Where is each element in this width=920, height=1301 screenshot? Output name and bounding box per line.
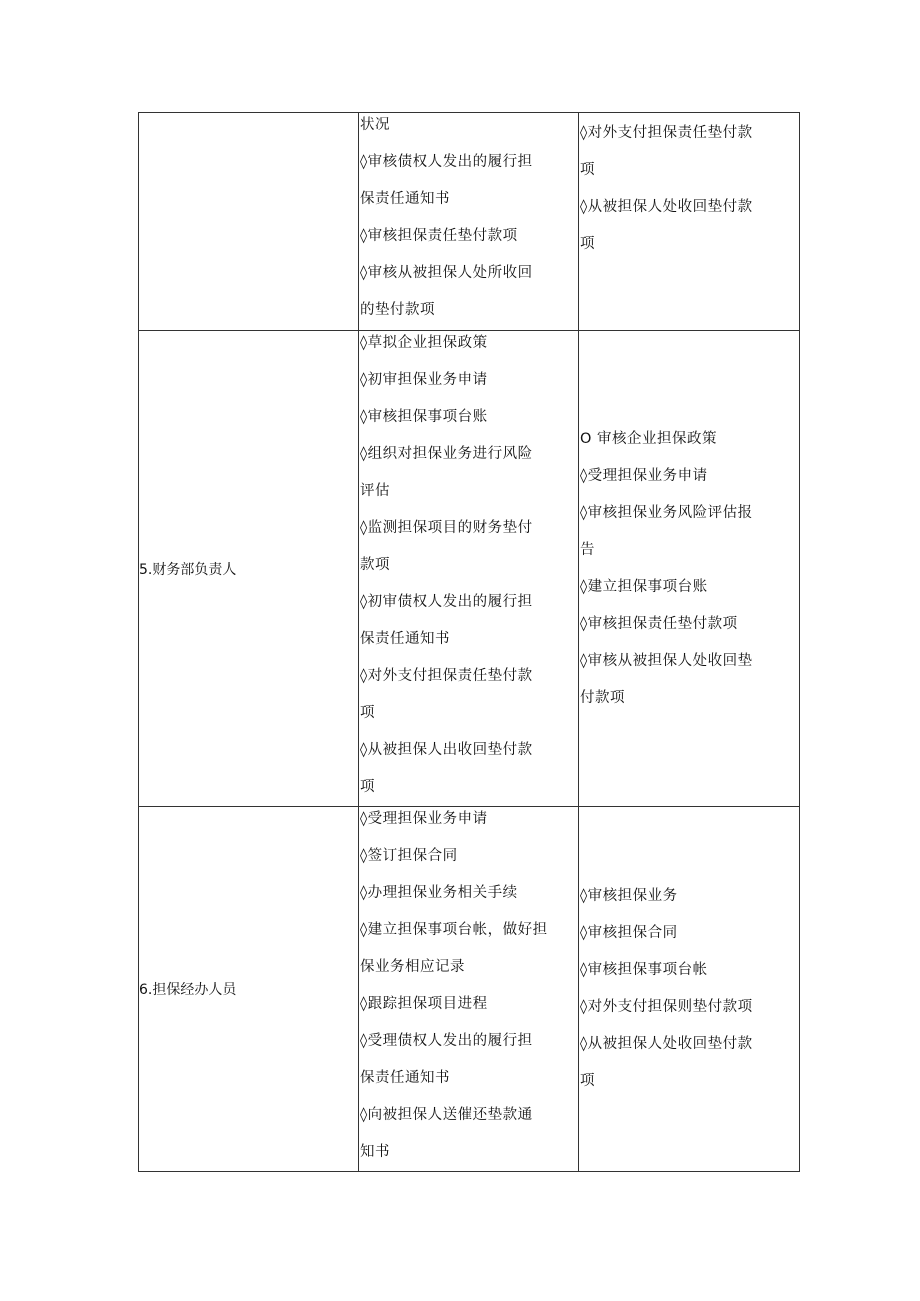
approval-line: O 审核企业担保政策 xyxy=(580,430,718,447)
duty-line: ◊初审债权人发出的履行担 xyxy=(360,594,533,610)
approval-line: ◊建立担保事项台账 xyxy=(580,578,708,595)
role-cell xyxy=(139,113,359,331)
approval-line: ◊审核担保事项台帐 xyxy=(580,962,708,978)
duty-line: ◊向被担保人送催还垫款通 xyxy=(360,1107,533,1123)
duty-line: ◊跟踪担保项目进程 xyxy=(360,996,488,1012)
duty-line: 项 xyxy=(360,779,375,795)
duties-cell xyxy=(359,331,579,807)
duty-line: ◊初审担保业务申请 xyxy=(360,372,488,388)
role-cell: 6.担保经办人员 xyxy=(139,807,359,1172)
duty-line: 的垫付款项 xyxy=(360,302,435,318)
duty-line: ◊审核担保责任垫付款项 xyxy=(360,228,518,244)
approvals-cell xyxy=(579,113,800,331)
responsibility-table xyxy=(138,112,800,1172)
duty-line: 保业务相应记录 xyxy=(360,959,465,975)
duty-line: ◊受理担保业务申请 xyxy=(360,811,488,827)
duties-cell xyxy=(359,113,579,331)
approval-line: ◊审核担保业务风险评估报 xyxy=(580,504,753,521)
duty-line: ◊监测担保项目的财务垫付 xyxy=(360,520,533,536)
approval-line: ◊从被担保人处收回垫付款 xyxy=(580,1036,753,1052)
approval-line: ◊受理担保业务申请 xyxy=(580,467,708,484)
duty-line: ◊从被担保人出收回垫付款 xyxy=(360,742,533,758)
approvals-cell xyxy=(579,331,800,807)
duty-line: ◊组织对担保业务进行风险 xyxy=(360,446,533,462)
approval-line: 项 xyxy=(580,1073,595,1089)
duty-line: ◊办理担保业务相关手续 xyxy=(360,885,518,901)
duty-line: 项 xyxy=(360,705,375,721)
approval-line: 项 xyxy=(580,236,595,252)
duty-line: 保责任通知书 xyxy=(360,191,450,207)
approval-line: ◊审核从被担保人处收回垫 xyxy=(580,652,753,669)
duty-line: 款项 xyxy=(360,557,390,573)
role-cell: 5.财务部负责人 xyxy=(139,331,359,807)
duty-line: 评估 xyxy=(360,483,390,499)
duty-line: 知书 xyxy=(360,1144,390,1160)
duty-line: 保责任通知书 xyxy=(360,1070,450,1086)
duty-line: ◊审核担保事项台账 xyxy=(360,409,488,425)
table-row xyxy=(139,807,800,1172)
table-row xyxy=(139,331,800,807)
duty-line: ◊审核从被担保人处所收回 xyxy=(360,265,533,281)
approvals-cell xyxy=(579,807,800,1172)
approval-line: ◊对外支付担保则垫付款项 xyxy=(580,999,753,1015)
approval-line: ◊对外支付担保责任垫付款 xyxy=(580,125,753,141)
duty-line: ◊建立担保事项台帐，做好担 xyxy=(360,922,548,938)
duty-line: 状况 xyxy=(360,117,390,133)
duty-line: ◊对外支付担保责任垫付款 xyxy=(360,668,533,684)
duty-line: 保责任通知书 xyxy=(360,631,450,647)
duty-line: ◊审核债权人发出的履行担 xyxy=(360,154,533,170)
duty-line: ◊签订担保合同 xyxy=(360,848,458,864)
duties-cell xyxy=(359,807,579,1172)
approval-line: ◊审核担保合同 xyxy=(580,925,678,941)
approval-line: ◊从被担保人处收回垫付款 xyxy=(580,199,753,215)
approval-line: 付款项 xyxy=(580,689,625,706)
duty-line: ◊草拟企业担保政策 xyxy=(360,335,488,351)
approval-line: ◊审核担保业务 xyxy=(580,888,678,904)
approval-line: ◊审核担保责任垫付款项 xyxy=(580,615,738,632)
duty-line: ◊受理债权人发出的履行担 xyxy=(360,1033,533,1049)
approval-line: 项 xyxy=(580,162,595,178)
table-row xyxy=(139,113,800,331)
approval-line: 告 xyxy=(580,541,595,558)
